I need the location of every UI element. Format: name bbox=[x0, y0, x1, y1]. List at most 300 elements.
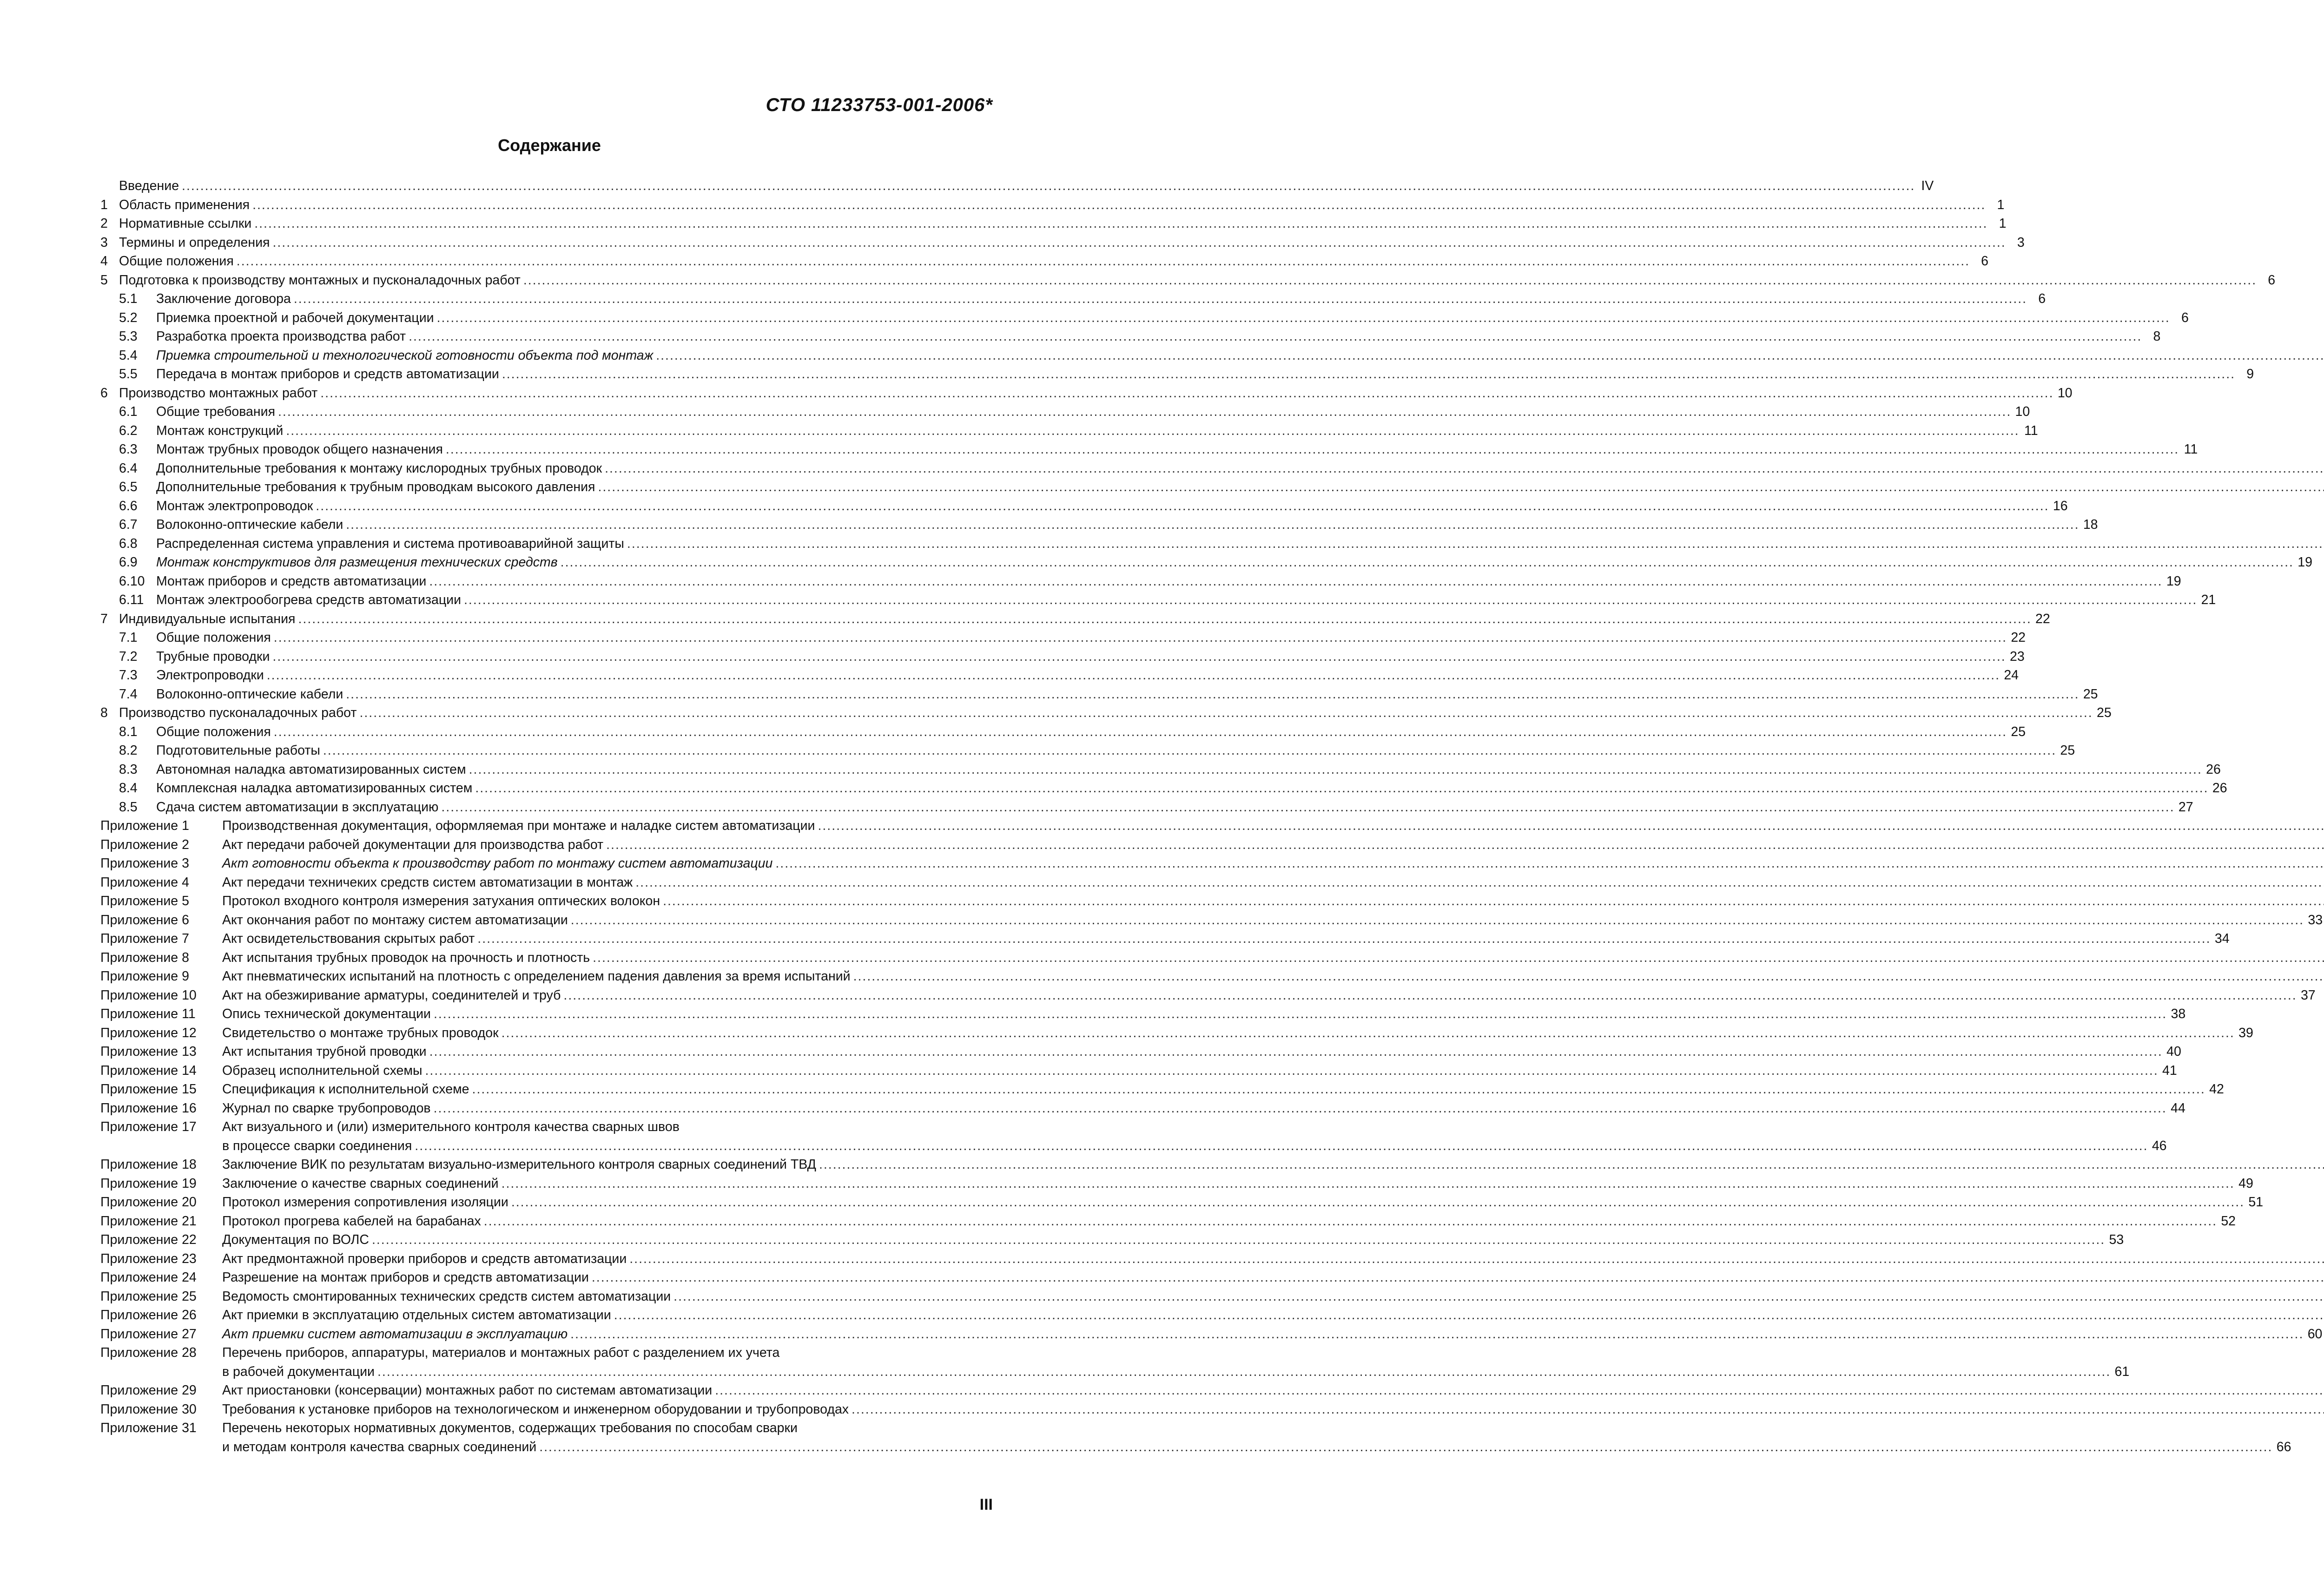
toc-entry-number: 6.10 bbox=[119, 573, 145, 589]
toc-entry-title: Подготовка к производству монтажных и пусконаладочных работ bbox=[119, 272, 521, 288]
toc-entry bbox=[100, 1005, 2186, 1024]
toc-entry-title: Общие требования bbox=[156, 404, 275, 419]
toc-entry-title: Акт приостановки (консервации) монтажных работ по системам автоматизации bbox=[222, 1383, 713, 1398]
toc-entry-title: Монтаж трубных проводок общего назначения bbox=[156, 442, 443, 457]
toc-entry-number: Приложение 29 bbox=[100, 1383, 197, 1398]
toc-entry-title: Образец исполнительной схемы bbox=[222, 1063, 423, 1078]
toc-entry-page: 25 bbox=[2011, 724, 2026, 739]
toc-entry-page: 1 bbox=[1997, 197, 2005, 212]
toc-entry-number: 6.2 bbox=[119, 423, 138, 438]
toc-entry bbox=[100, 252, 1989, 271]
toc-entry-title: Акт пневматических испытаний на плотность с определением падения давления за время испытаний bbox=[222, 969, 851, 984]
toc-entry-number: Приложение 12 bbox=[100, 1025, 197, 1040]
toc-entry-page: 10 bbox=[2015, 404, 2030, 419]
dot-leader bbox=[570, 1325, 2304, 1344]
toc-entry bbox=[100, 214, 2007, 233]
dot-leader bbox=[274, 628, 2007, 647]
toc-entry-number: Приложение 22 bbox=[100, 1232, 197, 1247]
toc-entry-title: Волоконно-оптические кабели bbox=[156, 686, 343, 702]
toc-entry bbox=[100, 723, 2026, 742]
toc-entry-number: 6.11 bbox=[119, 592, 144, 607]
dot-leader bbox=[629, 1250, 2324, 1269]
toc-entry-title: Волоконно-оптические кабели bbox=[156, 517, 343, 532]
toc-entry-title: Приемка проектной и рабочей документации bbox=[156, 310, 434, 325]
dot-leader bbox=[272, 233, 2006, 252]
dot-leader bbox=[472, 1080, 2205, 1099]
toc-entry bbox=[100, 1250, 997, 1269]
toc-entry-number: 2 bbox=[100, 216, 108, 231]
toc-entry-title: Акт освидетельствования скрытых работ bbox=[222, 931, 475, 946]
toc-entry-title: Монтаж конструкций bbox=[156, 423, 284, 438]
toc-entry-page: 26 bbox=[2212, 781, 2227, 796]
dot-leader bbox=[434, 1005, 2167, 1024]
toc-entry-title: Журнал по сварке трубопроводов bbox=[222, 1100, 431, 1116]
toc-entry-title: Индивидуальные испытания bbox=[119, 611, 296, 626]
toc-entry-number: 7.4 bbox=[119, 686, 138, 702]
toc-entry-title: Акт испытания трубной проводки bbox=[222, 1044, 427, 1059]
toc-entry bbox=[100, 572, 2181, 591]
toc-entry-title-continued: и методам контроля качества сварных соединений bbox=[222, 1439, 537, 1454]
dot-leader bbox=[254, 214, 1987, 233]
toc-entry-number: 7.3 bbox=[119, 668, 138, 683]
toc-entry-title: Монтаж приборов и средств автоматизации bbox=[156, 573, 427, 589]
dot-leader bbox=[606, 835, 2324, 855]
toc-entry bbox=[100, 1381, 997, 1400]
toc-entry-title: Акт окончания работ по монтажу систем автоматизации bbox=[222, 912, 568, 928]
toc-entry bbox=[100, 854, 997, 873]
toc-entry-page: 52 bbox=[2221, 1213, 2236, 1229]
dot-leader bbox=[437, 309, 2170, 328]
toc-entry-title: Нормативные ссылки bbox=[119, 216, 252, 231]
toc-entry bbox=[100, 478, 997, 497]
toc-entry bbox=[100, 591, 2216, 610]
toc-entry-number: Приложение 20 bbox=[100, 1195, 197, 1210]
dot-leader bbox=[320, 384, 2053, 403]
toc-entry bbox=[100, 1118, 2167, 1155]
toc-entry-page: 21 bbox=[2201, 592, 2216, 607]
toc-entry-page: 19 bbox=[2298, 555, 2312, 570]
toc-entry-page: 11 bbox=[2184, 442, 2198, 457]
toc-entry bbox=[100, 459, 997, 478]
toc-entry-number: 1 bbox=[100, 197, 108, 212]
toc-entry bbox=[100, 1193, 2264, 1212]
toc-entry-page: 34 bbox=[2214, 931, 2230, 946]
dot-leader bbox=[818, 816, 2324, 835]
toc-entry-title: Свидетельство о монтаже трубных проводок bbox=[222, 1025, 499, 1040]
toc-entry bbox=[100, 346, 997, 365]
toc-entry-page: 22 bbox=[2035, 611, 2050, 626]
toc-entry-number: 6.8 bbox=[119, 536, 138, 551]
toc-entry-page: 24 bbox=[2004, 668, 2019, 683]
dot-leader bbox=[571, 911, 2304, 930]
toc-entry-page: 1 bbox=[1999, 216, 2007, 231]
toc-entry bbox=[100, 873, 997, 892]
toc-entry bbox=[100, 760, 2221, 779]
toc-entry-title: Протокол входного контроля измерения затухания оптических волокон bbox=[222, 894, 660, 908]
toc-entry bbox=[100, 835, 997, 855]
toc-entry-page: 19 bbox=[2166, 573, 2181, 589]
dot-leader bbox=[372, 1230, 2105, 1250]
toc-entry-title: Общие положения bbox=[156, 724, 271, 739]
toc-entry-title: Перечень приборов, аппаратуры, материалов и монтажных работ с разделением их учета bbox=[222, 1345, 780, 1360]
toc-entry-title: Акт готовности объекта к производству работ по монтажу систем автоматизации bbox=[222, 856, 773, 871]
toc-entry-number: Приложение 16 bbox=[100, 1100, 197, 1116]
toc-entry bbox=[100, 196, 2005, 215]
toc-entry bbox=[100, 1174, 2253, 1193]
toc-entry-number: 7.2 bbox=[119, 649, 138, 664]
toc-entry-title: Распределенная система управления и система противоаварийной защиты bbox=[156, 536, 624, 551]
toc-entry-title: Монтаж конструктивов для размещения технических средств bbox=[156, 555, 558, 570]
toc-entry-number: Приложение 26 bbox=[100, 1308, 197, 1322]
dot-leader bbox=[272, 647, 2006, 666]
toc-entry-title-continued: в рабочей документации bbox=[222, 1364, 375, 1379]
dot-leader bbox=[409, 327, 2142, 346]
toc-entry-number: Приложение 17 bbox=[100, 1119, 197, 1134]
dot-leader bbox=[237, 252, 1970, 271]
toc-entry bbox=[100, 1343, 2130, 1381]
toc-entry-number: Приложение 10 bbox=[100, 987, 197, 1003]
toc-entry-title: Область применения bbox=[119, 197, 250, 212]
toc-entry-title: Автономная наладка автоматизированных систем bbox=[156, 762, 466, 777]
toc-entry-title: Сдача систем автоматизации в эксплуатацию bbox=[156, 799, 439, 815]
dot-leader bbox=[429, 1042, 2163, 1061]
toc-entry-page: 6 bbox=[1981, 254, 1989, 269]
toc-entry bbox=[100, 1419, 2291, 1456]
toc-entry bbox=[100, 948, 997, 967]
toc-entry-title: Комплексная наладка автоматизированных систем bbox=[156, 781, 473, 796]
toc-entry-title: Требования к установке приборов на технологическом и инженерном оборудовании и трубопроводах bbox=[222, 1401, 849, 1417]
toc-entry-title: Производственная документация, оформляемая при монтаже и наладке систем автоматизации bbox=[222, 818, 815, 833]
dot-leader bbox=[502, 1024, 2235, 1043]
dot-leader bbox=[346, 685, 2079, 704]
toc-entry-title: Разработка проекта производства работ bbox=[156, 329, 406, 344]
dot-leader bbox=[359, 704, 2093, 723]
toc-entry bbox=[100, 1400, 997, 1419]
toc-entry bbox=[100, 309, 2189, 328]
toc-entry-title: Электропроводки bbox=[156, 668, 264, 683]
toc-entry-page: 44 bbox=[2171, 1100, 2185, 1116]
dot-leader bbox=[469, 760, 2202, 779]
toc-entry bbox=[100, 1287, 997, 1306]
toc-entry bbox=[100, 628, 2026, 647]
toc-entry-number: Приложение 30 bbox=[100, 1401, 197, 1417]
toc-entry bbox=[100, 798, 2193, 817]
toc-entry-page: 38 bbox=[2171, 1007, 2186, 1021]
dot-leader bbox=[605, 459, 2324, 478]
toc-entry-page: 66 bbox=[2276, 1439, 2291, 1454]
toc-entry-title: Протокол измерения сопротивления изоляции bbox=[222, 1195, 508, 1210]
dot-leader bbox=[673, 1287, 2324, 1306]
toc-entry bbox=[100, 327, 2161, 346]
toc-entry-title: Приемка строительной и технологической готовности объекта под монтаж bbox=[156, 348, 654, 363]
toc-entry-number: 6.3 bbox=[119, 442, 138, 457]
toc-entry-title: Документация по ВОЛС bbox=[222, 1232, 369, 1247]
toc-entry-number: Приложение 8 bbox=[100, 950, 189, 965]
toc-entry-page: 51 bbox=[2248, 1195, 2264, 1210]
toc-entry bbox=[100, 553, 2312, 572]
dot-leader bbox=[323, 741, 2056, 760]
toc-entry-title: Акт предмонтажной проверки приборов и средств автоматизации bbox=[222, 1251, 627, 1266]
toc-entry-title: Спецификация к исполнительной схеме bbox=[222, 1082, 469, 1097]
dot-leader bbox=[294, 289, 2027, 309]
toc-entry-title: Производство пусконаладочных работ bbox=[119, 705, 357, 720]
toc-entry-number: 6.4 bbox=[119, 460, 138, 476]
toc-entry-page: 6 bbox=[2181, 310, 2189, 325]
dot-leader bbox=[663, 892, 2324, 911]
dot-leader bbox=[593, 948, 2324, 967]
dot-leader bbox=[853, 967, 2324, 986]
toc-entry-page: 8 bbox=[2153, 329, 2161, 344]
toc-entry-number: Приложение 1 bbox=[100, 818, 189, 833]
toc-entry-page: 40 bbox=[2166, 1044, 2181, 1059]
toc-entry-page: 23 bbox=[2009, 649, 2025, 664]
toc-entry-page: 25 bbox=[2097, 705, 2112, 720]
toc-entry bbox=[100, 610, 2050, 629]
page-title: Содержание bbox=[498, 136, 601, 155]
toc-entry-title: Передача в монтаж приборов и средств автоматизации bbox=[156, 367, 499, 382]
toc-entry-number: 5.5 bbox=[119, 367, 138, 382]
dot-leader bbox=[464, 591, 2197, 610]
toc-entry-number: 6.6 bbox=[119, 498, 138, 513]
toc-entry bbox=[100, 233, 2025, 252]
toc-entry-number: Приложение 5 bbox=[100, 894, 189, 908]
toc-entry-page: 42 bbox=[2209, 1082, 2224, 1097]
toc-entry bbox=[100, 1061, 2177, 1080]
toc-entry-page: 6 bbox=[2038, 291, 2046, 306]
toc-entry-page: 26 bbox=[2206, 762, 2221, 777]
document-code: СТО 11233753-001-2006* bbox=[766, 95, 993, 115]
toc-entry-page: 25 bbox=[2060, 743, 2075, 758]
toc-entry-number: 5.2 bbox=[119, 310, 138, 325]
toc-entry bbox=[100, 685, 2098, 704]
toc-entry bbox=[100, 421, 2038, 441]
toc-entry-number: 6.9 bbox=[119, 555, 138, 570]
toc-entry-number: Приложение 6 bbox=[100, 912, 189, 928]
toc-entry-title: Протокол прогрева кабелей на барабанах bbox=[222, 1213, 481, 1229]
toc-entry-title: Акт испытания трубных проводок на прочность и плотность bbox=[222, 950, 590, 965]
toc-entry bbox=[100, 1212, 2236, 1231]
toc-entry-page: 27 bbox=[2178, 799, 2193, 815]
toc-entry-number: Приложение 19 bbox=[100, 1176, 197, 1191]
toc-entry-title: Акт приемки систем автоматизации в эксплуатацию bbox=[222, 1326, 568, 1342]
toc-entry-number: Приложение 27 bbox=[100, 1326, 197, 1342]
toc-entry-number: Приложение 24 bbox=[100, 1270, 197, 1285]
toc-entry-page: 53 bbox=[2109, 1232, 2124, 1247]
toc-entry-title: Дополнительные требования к трубным проводкам высокого давления bbox=[156, 480, 595, 494]
toc-entry-page: 18 bbox=[2083, 517, 2098, 532]
toc-entry-title: Заключение ВИК по результатам визуально-измерительного контроля сварных соединений ТВД bbox=[222, 1157, 816, 1172]
toc-entry-title: Общие положения bbox=[119, 254, 234, 269]
dot-leader bbox=[656, 346, 2324, 365]
toc-entry bbox=[100, 666, 2019, 685]
toc-entry-title: Термины и определения bbox=[119, 235, 270, 250]
toc-entry-number: Приложение 9 bbox=[100, 969, 189, 984]
toc-entry-number: Приложение 7 bbox=[100, 931, 189, 946]
toc-entry-page: 16 bbox=[2053, 498, 2068, 513]
toc-entry-number: Приложение 2 bbox=[100, 837, 189, 852]
toc-entry bbox=[100, 1306, 997, 1325]
toc-entry-title: Акт передачи техничеких средств систем автоматизации в монтаж bbox=[222, 875, 633, 890]
toc-entry-page: 6 bbox=[2268, 272, 2276, 288]
dot-leader bbox=[446, 440, 2179, 459]
toc-entry bbox=[100, 534, 997, 553]
toc-entry-title: Производство монтажных работ bbox=[119, 385, 318, 401]
dot-leader bbox=[274, 723, 2007, 742]
toc-entry-page: 33 bbox=[2308, 912, 2323, 928]
toc-entry-page: 9 bbox=[2246, 367, 2254, 382]
toc-entry-title: Заключение договора bbox=[156, 291, 291, 306]
dot-leader bbox=[267, 666, 2000, 685]
dot-leader bbox=[475, 779, 2208, 798]
toc-entry bbox=[100, 384, 2073, 403]
toc-entry bbox=[100, 440, 2198, 459]
toc-entry-number: 6.1 bbox=[119, 404, 138, 419]
toc-entry bbox=[100, 271, 2276, 290]
dot-leader bbox=[819, 1155, 2324, 1174]
toc-entry-number: Приложение 21 bbox=[100, 1213, 197, 1229]
toc-entry bbox=[100, 402, 2030, 421]
toc-entry-title-continued: в процессе сварки соединения bbox=[222, 1138, 412, 1153]
toc-entry-number: Приложение 11 bbox=[100, 1007, 196, 1021]
dot-leader bbox=[852, 1400, 2324, 1419]
toc-entry-number: Приложение 14 bbox=[100, 1063, 197, 1078]
dot-leader bbox=[614, 1306, 2324, 1325]
toc-entry-page: 60 bbox=[2307, 1326, 2323, 1342]
dot-leader bbox=[598, 478, 2324, 497]
dot-leader bbox=[635, 873, 2324, 892]
toc-entry bbox=[100, 177, 1934, 196]
toc-entry bbox=[100, 816, 997, 835]
toc-entry-title: Акт передачи рабочей документации для производства работ bbox=[222, 837, 604, 852]
toc-entry-title: Дополнительные требования к монтажу кислородных трубных проводок bbox=[156, 460, 602, 476]
toc-entry-page: 10 bbox=[2057, 385, 2073, 401]
toc-entry-number: 6.5 bbox=[119, 480, 138, 494]
toc-entry-title: Акт на обезжиривание арматуры, соединителей и труб bbox=[222, 987, 561, 1003]
dot-leader bbox=[316, 497, 2049, 516]
dot-leader bbox=[523, 271, 2257, 290]
toc-entry-page: 25 bbox=[2083, 686, 2098, 702]
toc-entry bbox=[100, 515, 2098, 534]
toc-entry-number: 8 bbox=[100, 705, 108, 720]
toc-entry-number: Приложение 28 bbox=[100, 1345, 197, 1360]
toc-entry-number: 5.4 bbox=[119, 348, 138, 363]
toc-entry bbox=[100, 911, 2323, 930]
dot-leader bbox=[434, 1099, 2167, 1118]
toc-entry-number: Приложение 3 bbox=[100, 856, 189, 871]
toc-entry bbox=[100, 1155, 997, 1174]
toc-entry-number: 8.1 bbox=[119, 724, 138, 739]
toc-entry-title: Монтаж электропроводок bbox=[156, 498, 313, 513]
dot-leader bbox=[502, 365, 2235, 384]
toc-entry-title: Акт приемки в эксплуатацию отдельных систем автоматизации bbox=[222, 1308, 611, 1322]
dot-leader bbox=[775, 854, 2324, 873]
dot-leader bbox=[561, 553, 2294, 572]
dot-leader bbox=[415, 1137, 2148, 1156]
dot-leader bbox=[715, 1381, 2324, 1400]
dot-leader bbox=[298, 610, 2031, 629]
toc-entry bbox=[100, 1042, 2181, 1061]
toc-entry bbox=[100, 1080, 2224, 1099]
toc-entry-page: 61 bbox=[2114, 1364, 2130, 1379]
toc-entry bbox=[100, 647, 2025, 666]
dot-leader bbox=[502, 1174, 2235, 1193]
toc-entry-title: Общие положения bbox=[156, 630, 271, 645]
toc-entry bbox=[100, 892, 997, 911]
toc-entry bbox=[100, 1325, 2323, 1344]
dot-leader bbox=[286, 421, 2019, 441]
toc-entry-number: Приложение 31 bbox=[100, 1421, 197, 1435]
toc-entry-number: 7 bbox=[100, 611, 108, 626]
toc-entry bbox=[100, 1099, 2185, 1118]
toc-entry-number: 5 bbox=[100, 272, 108, 288]
toc-entry-number: 3 bbox=[100, 235, 108, 250]
toc-entry-page: 41 bbox=[2162, 1063, 2177, 1078]
toc-entry bbox=[100, 929, 2230, 948]
toc-entry-number: Приложение 15 bbox=[100, 1082, 197, 1097]
toc-entry-title: Подготовительные работы bbox=[156, 743, 320, 758]
toc-entry-title: Введение bbox=[119, 178, 179, 193]
toc-entry-number: Приложение 13 bbox=[100, 1044, 197, 1059]
toc-entry bbox=[100, 704, 2112, 723]
dot-leader bbox=[441, 798, 2174, 817]
dot-leader bbox=[563, 986, 2297, 1005]
toc-entry-number: 6 bbox=[100, 385, 108, 401]
dot-leader bbox=[429, 572, 2162, 591]
dot-leader bbox=[346, 515, 2079, 534]
toc-entry bbox=[100, 1268, 997, 1287]
dot-leader bbox=[377, 1362, 2111, 1381]
dot-leader bbox=[252, 196, 1986, 215]
toc-entry-number: Приложение 4 bbox=[100, 875, 189, 890]
toc-entry-page: 11 bbox=[2024, 423, 2038, 438]
table-of-contents bbox=[100, 177, 2323, 1456]
toc-entry bbox=[100, 986, 2316, 1005]
page-number: III bbox=[979, 1496, 993, 1513]
toc-entry-number: 8.5 bbox=[119, 799, 138, 815]
toc-entry-title: Трубные проводки bbox=[156, 649, 270, 664]
dot-leader bbox=[592, 1268, 2324, 1287]
toc-entry-page: 22 bbox=[2011, 630, 2026, 645]
dot-leader bbox=[278, 402, 2011, 421]
toc-entry-page: 39 bbox=[2238, 1025, 2253, 1040]
toc-entry-number: 8.2 bbox=[119, 743, 138, 758]
toc-entry-page: 49 bbox=[2238, 1176, 2253, 1191]
toc-entry-title: Перечень некоторых нормативных документов, содержащих требования по способам сварки bbox=[222, 1421, 798, 1435]
toc-entry-title: Акт визуального и (или) измерительного контроля качества сварных швов bbox=[222, 1119, 680, 1134]
toc-entry bbox=[100, 289, 2046, 309]
dot-leader bbox=[484, 1212, 2217, 1231]
toc-entry-title: Опись технической документации bbox=[222, 1007, 431, 1021]
toc-entry-number: 5.3 bbox=[119, 329, 138, 344]
toc-entry-page: 46 bbox=[2152, 1138, 2167, 1153]
toc-entry bbox=[100, 1230, 2124, 1250]
toc-entry-number: 6.7 bbox=[119, 517, 138, 532]
toc-entry bbox=[100, 1024, 2253, 1043]
dot-leader bbox=[425, 1061, 2158, 1080]
dot-leader bbox=[477, 929, 2211, 948]
dot-leader bbox=[511, 1193, 2245, 1212]
toc-entry bbox=[100, 497, 2068, 516]
toc-entry-title: Заключение о качестве сварных соединений bbox=[222, 1176, 499, 1191]
toc-entry-number: 7.1 bbox=[119, 630, 138, 645]
toc-entry-title: Монтаж электрообогрева средств автоматизации bbox=[156, 592, 462, 607]
dot-leader bbox=[627, 534, 2324, 553]
toc-entry bbox=[100, 967, 997, 986]
toc-entry bbox=[100, 741, 2075, 760]
toc-entry-number: Приложение 18 bbox=[100, 1157, 197, 1172]
toc-entry-title: Ведомость смонтированных технических средств систем автоматизации bbox=[222, 1289, 671, 1304]
toc-entry-page: IV bbox=[1921, 178, 1934, 193]
